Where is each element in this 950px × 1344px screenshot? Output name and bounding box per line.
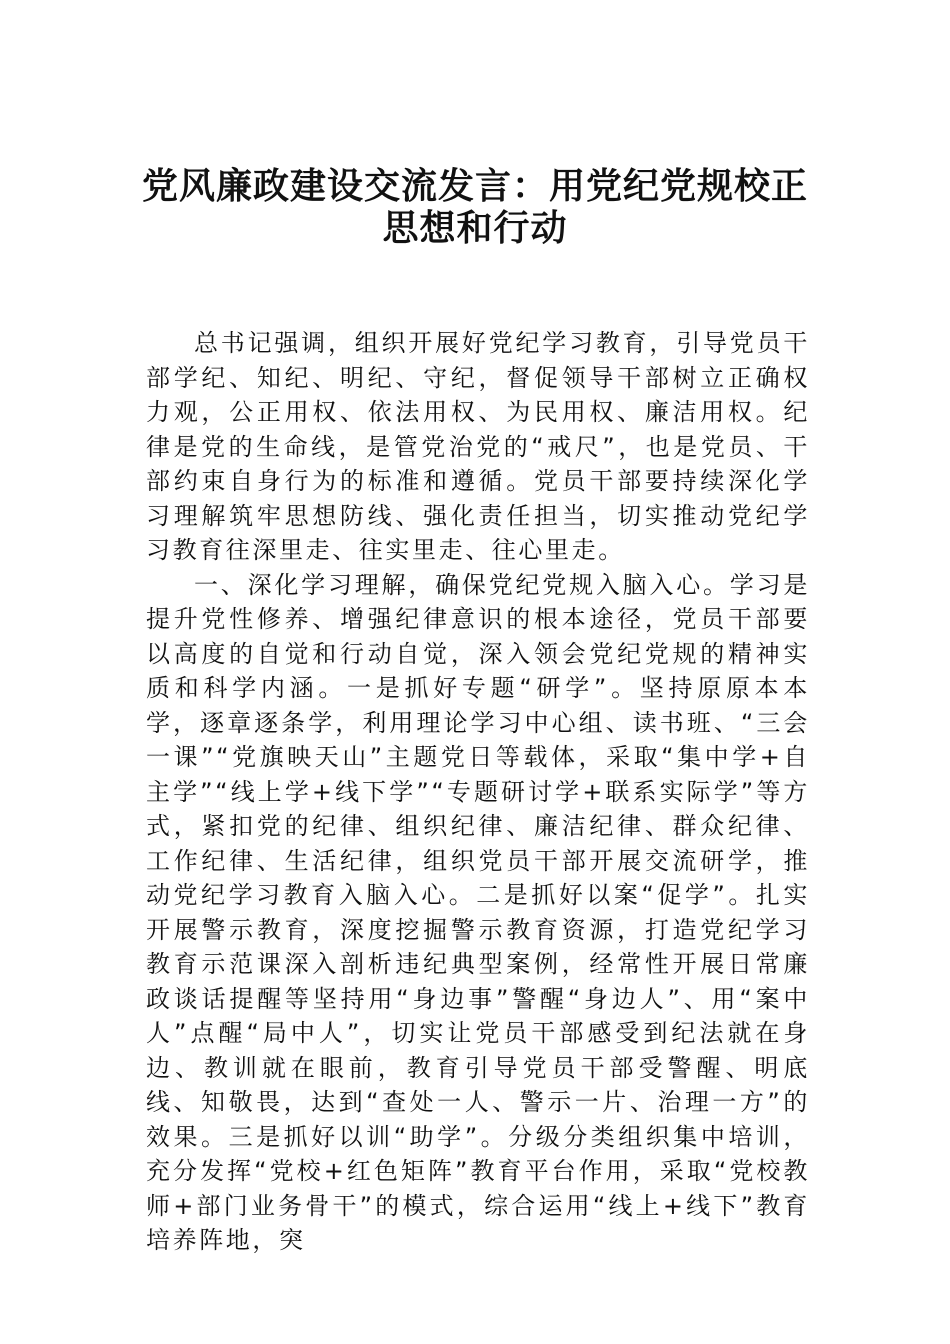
paragraph-intro: 总书记强调，组织开展好党纪学习教育，引导党员干部学纪、知纪、明纪、守纪，督促领导干部树立正确权力观，公正用权、依法用权、为民用权、廉洁用权。纪律是党的生命线，是管党治党的“戒尺”，也是党员、干部约束自身行为的标准和遵循。党员干部要持续深化学习理解筑牢思想防线、强化责任担当，切实推动党纪学习教育往深里走、往实里走、往心里走。: [146, 329, 810, 564]
document-body: [146, 326, 810, 1258]
document-title-line-2: 思想和行动: [382, 207, 568, 249]
paragraph-section-one: 一、深化学习理解，确保党纪党规入脑入心。学习是提升党性修养、增强纪律意识的根本途径，党员干部要以高度的自觉和行动自觉，深入领会党纪党规的精神实质和科学内涵。一是抓好专题“研学”。坚持原原本本学，逐章逐条学，利用理论学习中心组、读书班、“三会一课”“党旗映天山”主题党日等载体，采取“集中学+自主学”“线上学+线下学”“专题研讨学+联系实际学”等方式，紧扣党的纪律、组织纪律、廉洁纪律、群众纪律、工作纪律、生活纪律，组织党员干部开展交流研学，推动党纪学习教育入脑入心。二是抓好以案“促学”。扎实开展警示教育，深度挖掘警示教育资源，打造党纪学习教育示范课深入剖析违纪典型案例，经常性开展日常廉政谈话提醒等坚持用“身边事”警醒“身边人”、用“案中人”点醒“局中人”，切实让党员干部感受到纪法就在身边、教训就在眼前，教育引导党员干部受警醒、明底线、知敬畏，达到“查处一人、警示一片、治理一方”的效果。三是抓好以训“助学”。分级分类组织集中培训，充分发挥“党校+红色矩阵”教育平台作用，采取“党校教师+部门业务骨干”的模式，综合运用“线上+线下”教育培养阵地，突: [146, 570, 810, 1254]
document-title-line-1: 党风廉政建设交流发言：用党纪党规校正: [141, 165, 808, 207]
